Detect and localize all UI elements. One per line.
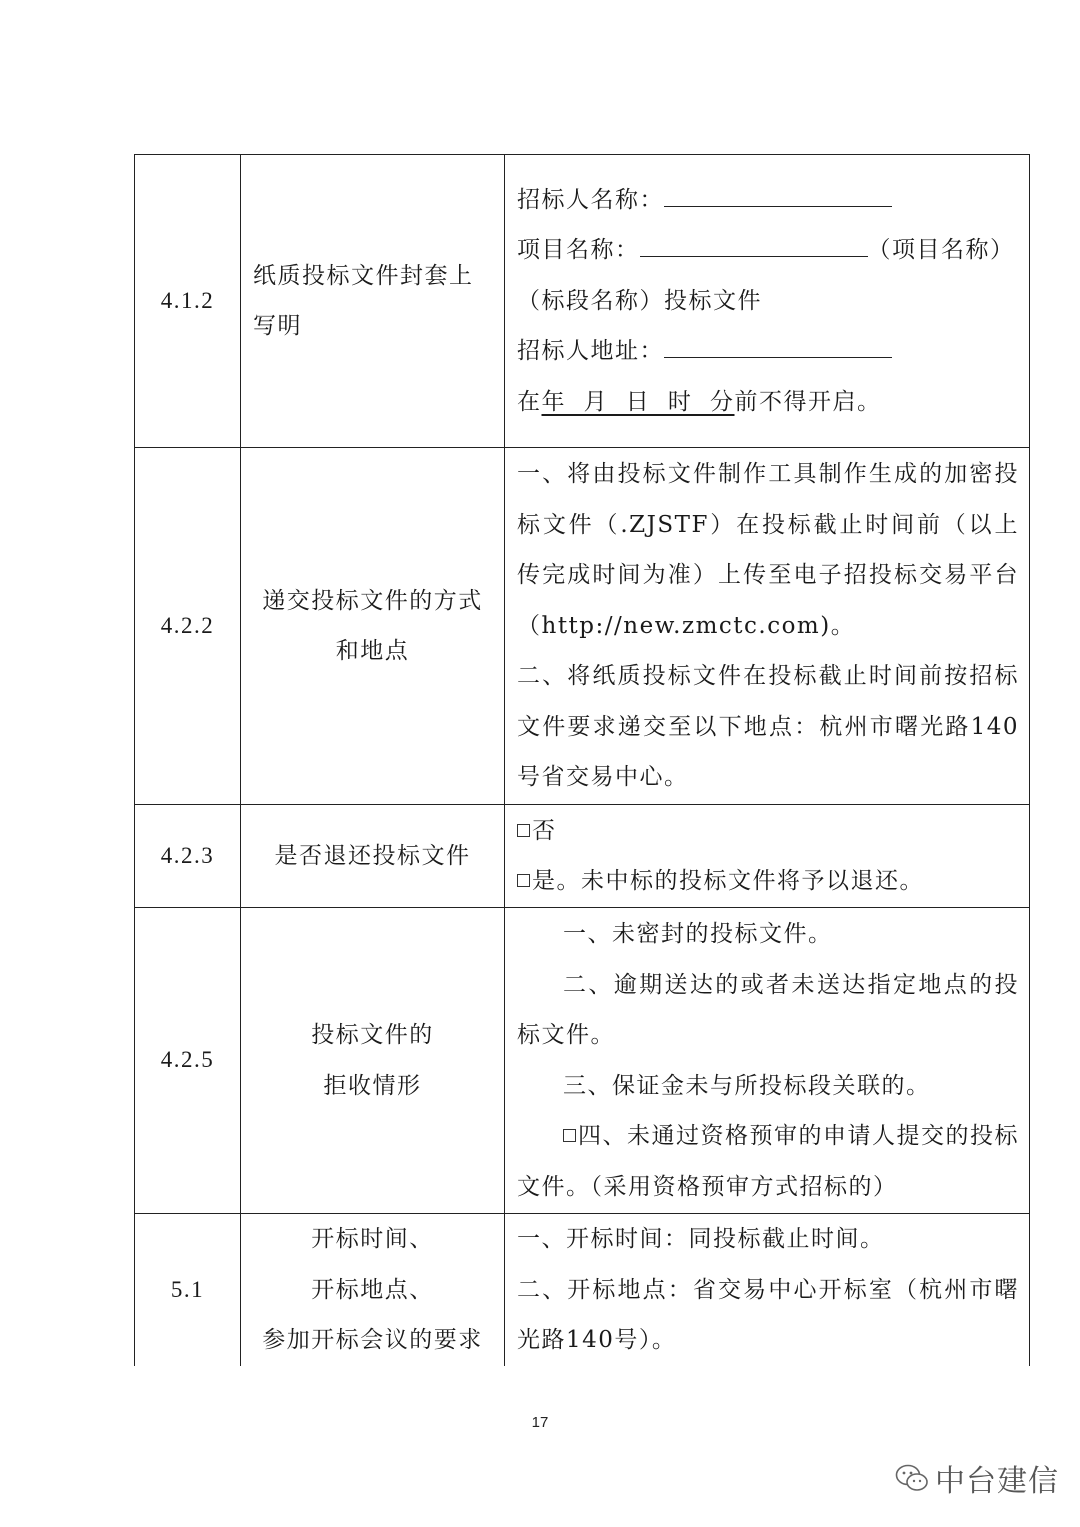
watermark-text: 中台建信 bbox=[935, 1464, 1059, 1499]
table-row bbox=[135, 1214, 1030, 1366]
bidder-address-label: 招标人地址： bbox=[517, 338, 664, 365]
clause-number: 4.1.2 bbox=[135, 155, 241, 448]
rejection-case-2: 二、逾期送达的或者未送达指定地点的投标文件。 bbox=[517, 971, 1019, 1048]
project-name-line bbox=[517, 225, 1019, 276]
rejection-case-4 bbox=[517, 1111, 1019, 1212]
open-date-blank: 年 月 日 时 分 bbox=[541, 388, 735, 415]
checkbox-icon bbox=[517, 824, 530, 837]
clause-content bbox=[505, 908, 1030, 1214]
option-yes-label: 是。未中标的投标文件将予以退还。 bbox=[532, 868, 924, 894]
table-row bbox=[135, 448, 1030, 805]
clause-item-text: 递交投标文件的方式和地点 bbox=[262, 587, 483, 664]
clause-item-text: 纸质投标文件封套上写明 bbox=[253, 262, 474, 339]
option-no-label: 否 bbox=[532, 817, 557, 844]
clause-content bbox=[505, 155, 1030, 448]
clause-content bbox=[505, 805, 1030, 908]
opening-time-text: 一、开标时间：同投标截止时间。 bbox=[517, 1226, 885, 1252]
project-name-suffix: （项目名称） bbox=[867, 237, 1015, 264]
clause-item-line: 参加开标会议的要求 bbox=[262, 1327, 483, 1353]
clause-item-line: 投标文件的 bbox=[311, 1022, 434, 1048]
clause-number: 5.1 bbox=[135, 1214, 241, 1366]
rejection-case-3: 三、保证金未与所投标段关联的。 bbox=[563, 1072, 931, 1099]
clause-item-text: 是否退还投标文件 bbox=[274, 842, 471, 869]
submission-online-text: 一、将由投标文件制作工具制作生成的加密投标文件（.ZJSTF）在投标截止时间前（以上传完成时间为准）上传至电子招投标交易平台（http://new.zmctc.com)。 bbox=[517, 461, 1019, 639]
clause-item bbox=[241, 908, 505, 1214]
table-row bbox=[135, 155, 1030, 448]
clause-item-line: 开标地点、 bbox=[311, 1276, 434, 1303]
table-row bbox=[135, 908, 1030, 1214]
checkbox-icon bbox=[517, 874, 530, 887]
open-date-prefix: 在 bbox=[517, 388, 542, 415]
page-number: 17 bbox=[531, 1414, 549, 1431]
option-no bbox=[517, 806, 1019, 857]
open-date-suffix: 前不得开启。 bbox=[734, 388, 882, 415]
rejection-case-1: 一、未密封的投标文件。 bbox=[563, 921, 833, 947]
clause-item bbox=[241, 1214, 505, 1366]
table-row bbox=[135, 805, 1030, 908]
clause-item bbox=[241, 805, 505, 908]
bidder-name-blank bbox=[664, 184, 892, 207]
clause-number: 4.2.5 bbox=[135, 908, 241, 1214]
watermark bbox=[895, 1455, 1059, 1501]
open-date-line bbox=[517, 377, 1019, 428]
bidder-name-line bbox=[517, 175, 1019, 226]
checkbox-icon bbox=[563, 1129, 576, 1142]
clause-number: 4.2.2 bbox=[135, 448, 241, 805]
clause-item bbox=[241, 155, 505, 448]
clause-item bbox=[241, 448, 505, 805]
bidder-address-line bbox=[517, 326, 1019, 377]
clause-item-line: 开标时间、 bbox=[311, 1226, 434, 1252]
submission-paper-text: 二、将纸质投标文件在投标截止时间前按招标文件要求递交至以下地点：杭州市曙光路140号省交易中心。 bbox=[517, 663, 1019, 791]
rejection-case-4-text: 四、未通过资格预审的申请人提交的投标文件。（采用资格预审方式招标的） bbox=[517, 1123, 1019, 1200]
bid-clauses-table bbox=[134, 154, 1030, 1366]
bidder-name-label: 招标人名称： bbox=[517, 186, 664, 213]
bidder-address-blank bbox=[664, 335, 892, 358]
clause-content bbox=[505, 448, 1030, 805]
option-yes bbox=[517, 856, 1019, 907]
project-name-blank bbox=[640, 234, 868, 257]
opening-place-text: 二、开标地点：省交易中心开标室（杭州市曙光路140号）。 bbox=[517, 1276, 1019, 1353]
section-line: （标段名称）投标文件 bbox=[517, 287, 762, 314]
clause-content bbox=[505, 1214, 1030, 1366]
clause-item-line: 拒收情形 bbox=[323, 1072, 422, 1099]
clause-number: 4.2.3 bbox=[135, 805, 241, 908]
project-name-label: 项目名称： bbox=[517, 237, 640, 264]
wechat-icon bbox=[895, 1463, 929, 1493]
